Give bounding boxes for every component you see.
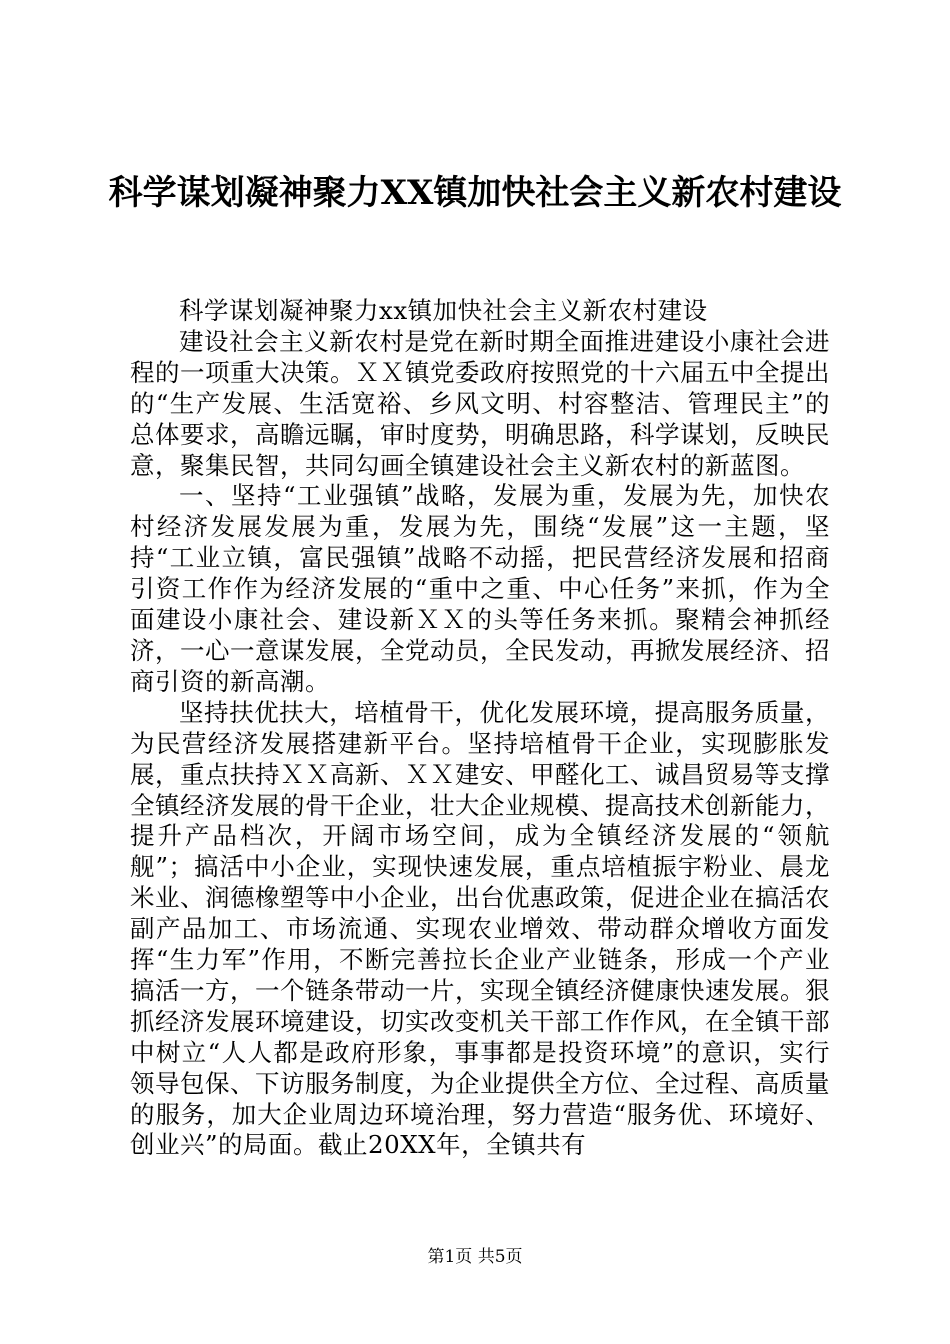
document-body (130, 296, 830, 1161)
paragraph-subtitle: 科学谋划凝神聚力xx镇加快社会主义新农村建设 (179, 296, 708, 325)
paragraph-enterprise: 坚持扶优扶大，培植骨干，优化发展环境，提高服务质量，为民营经济发展搭建新平台。坚持培植骨干企业，实现膨胀发展，重点扶持ＸＸ高新、ＸＸ建安、甲醛化工、诚昌贸易等支撑全镇经济发展的骨干企业，壮大企业规模、提高技术创新能力，提升产品档次，开阔市场空间，成为全镇经济发展的“领航舰”；搞活中小企业，实现快速发展，重点培植振宇粉业、晨龙米业、润德橡塑等中小企业，出台优惠政策，促进企业在搞活农副产品加工、市场流通、实现农业增效、带动群众增收方面发挥“生力军”作用，不断完善拉长企业产业链条，形成一个产业搞活一方，一个链条带动一片，实现全镇经济健康快速发展。狠抓经济发展环境建设，切实改变机关干部工作作风，在全镇干部中树立“人人都是政府形象，事事都是投资环境”的意识，实行领导包保、下访服务制度，为企业提供全方位、全过程、高质量的服务，加大企业周边环境治理，努力营造“服务优、环境好、创业兴”的局面。截止20XX年，全镇共有 (130, 697, 830, 1160)
page-footer: 第1页 共5页 (427, 1247, 523, 1267)
paragraph-intro: 建设社会主义新农村是党在新时期全面推进建设小康社会进程的一项重大决策。ＸＸ镇党委政府按照党的十六届五中全提出的“生产发展、生活宽裕、乡风文明、村容整洁、管理民主”的总体要求，高瞻远瞩，审时度势，明确思路，科学谋划，反映民意，聚集民智，共同勾画全镇建设社会主义新农村的新蓝图。 (130, 326, 830, 480)
paragraph-section-one: 一、坚持“工业强镇”战略，发展为重，发展为先，加快农村经济发展发展为重，发展为先，围绕“发展”这一主题，坚持“工业立镇，富民强镇”战略不动摇，把民营经济发展和招商引资工作作为经济发展的“重中之重、中心任务”来抓，作为全面建设小康社会、建设新ＸＸ的头等任务来抓。聚精会神抓经济，一心一意谋发展，全党动员，全民发动，再掀发展经济、招商引资的新高潮。 (130, 481, 830, 696)
document-title: 科学谋划凝神聚力XX镇加快社会主义新农村建设 (108, 173, 842, 213)
